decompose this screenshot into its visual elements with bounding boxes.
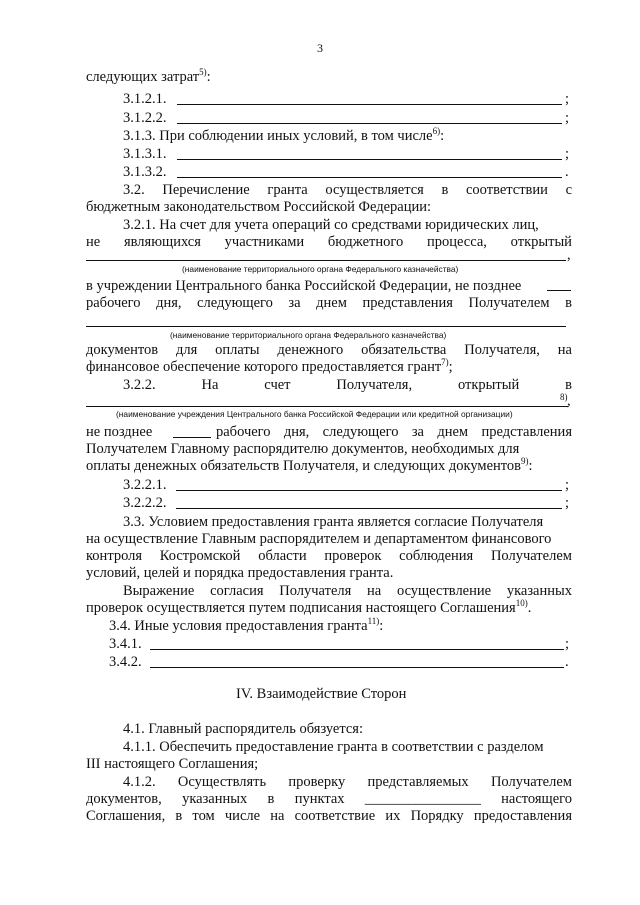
list-item-label: 3.2.2.2. [123,495,167,511]
word: Получателем [490,548,572,564]
paragraph-line [109,618,383,634]
list-item-label: 3.1.3.2. [123,164,167,180]
paragraph-line [86,234,572,250]
word: следующего [197,295,273,311]
word: настоящего [501,791,572,807]
paragraph-line [86,295,572,311]
text: рабочего дня, следующего за днем представления [216,424,572,440]
footnote-ref: 7) [441,357,449,367]
word: процесса, [426,234,487,250]
word: в [267,791,275,807]
paragraph-line: Соглашения, в том числе на соответствие их Порядку предоставления [86,808,572,824]
word: 4.1.2. [123,774,156,790]
word: Получателя, [336,377,413,393]
word: на [557,342,572,358]
word: согласия [210,583,264,599]
paragraph-line [86,458,533,474]
text: : [206,69,211,85]
word: являющихся [123,234,201,250]
text: оплаты денежных обязательств Получателя, и следующих документов [86,458,521,474]
word: Осуществлять [177,774,267,790]
paragraph-line [86,359,453,375]
word: соблюдения [399,548,474,564]
paragraph-line: на осуществление Главным распорядителем и департаментом финансового [86,531,552,547]
paragraph-line [86,600,531,616]
word: участниками [224,234,305,250]
word: не [86,234,101,250]
list-item-label: 3.1.2.1. [123,91,167,107]
text: проверок осуществляется путем подписания настоящего Соглашения [86,600,516,616]
paragraph-line [216,424,572,440]
word: области [258,548,307,564]
word: Костромской [159,548,241,564]
word: дня, [156,295,182,311]
fill-in-line [176,508,562,509]
text: . [527,600,532,616]
word: осуществление [396,583,492,599]
footnote-ref: 11) [367,616,380,626]
text: 3.4. Иные условия предоставления гранта [109,618,368,634]
word: документов, [86,791,162,807]
fill-in-line [173,437,211,438]
word: документов [86,342,159,358]
word: днем [316,295,347,311]
word: в [441,182,449,198]
word: пунктах [294,791,345,807]
word: гранта [267,182,308,198]
punctuation: . [565,654,569,670]
word: Получателем [490,774,572,790]
paragraph-line: 4.1. Главный распорядитель обязуется: [123,721,364,737]
word: на [367,583,382,599]
list-item-label: 3.4.1. [109,636,142,652]
word: контроля [86,548,143,564]
footnote-ref: 9) [521,456,529,466]
paragraph-line: 3.3. Условием предоставления гранта является согласие Получателя [123,514,544,530]
word: с [565,182,572,198]
punctuation: ; [565,110,570,126]
word: рабочего [86,295,141,311]
paragraph-line: Получателем Главному распорядителю документов, необходимых для [86,441,520,457]
fill-in-line [177,159,562,160]
word: открытый [457,377,520,393]
fill-in-line [177,104,562,105]
word: указанных [182,791,248,807]
paragraph-line: в учреждении Центрального банка Российской Федерации, не позднее [86,278,522,294]
word: в [565,377,572,393]
word: представляемых [367,774,469,790]
paragraph-line [86,342,572,358]
punctuation: ; [565,495,570,511]
punctuation: ; [565,636,570,652]
section-heading: IV. Взаимодействие Сторон [236,686,407,702]
paragraph-line [86,424,152,440]
blank-field: ________________ [364,791,481,807]
word: Получателя [279,583,352,599]
fill-in-line [177,177,562,178]
text: следующих затрат [86,69,200,85]
word: бюджетного [327,234,404,250]
footnote-ref: 10) [515,598,528,608]
text: 3.1.3. При соблюдении иных условий, в том числе [123,128,433,144]
word: оплаты [215,342,260,358]
word: осуществляется [325,182,424,198]
fill-in-line [547,290,571,291]
fill-in-line [86,406,568,407]
punctuation: ; [565,91,570,107]
word: Получателем [468,295,550,311]
word: для [176,342,198,358]
word: денежного [277,342,344,358]
paragraph-line: условий, целей и порядка предоставления гранта. [86,565,394,581]
word: 3.2. [123,182,145,198]
paragraph-line: III настоящего Соглашения; [86,756,259,772]
list-item-label: 3.2.2.1. [123,477,167,493]
paragraph-line [86,548,572,564]
word: Получателя, [464,342,540,358]
footnote-ref: 8) [560,392,568,402]
text: финансовое обеспечение которого предоставляется грант [86,359,442,375]
fill-in-line [86,260,566,261]
list-item-label: 3.1.2.2. [123,110,167,126]
paragraph-line [86,69,211,85]
text: ; [448,359,453,375]
word: Выражение [123,583,195,599]
list-item-label: 3.4.2. [109,654,142,670]
word: На [201,377,219,393]
punctuation: , [567,393,571,409]
word: 3.2.2. [123,377,156,393]
word: Перечисление [162,182,250,198]
punctuation: ; [565,146,570,162]
word: представления [362,295,453,311]
fill-in-line [86,326,566,327]
punctuation: . [565,164,569,180]
word: обязательства [361,342,447,358]
paragraph-line [123,377,572,393]
text: : [528,458,533,474]
paragraph-line [123,128,444,144]
text: : [379,618,384,634]
paragraph-line [123,583,572,599]
paragraph-line [123,182,572,198]
paragraph-line: бюджетным законодательством Российской Федерации: [86,199,432,215]
word: за [288,295,301,311]
paragraph-line: 3.2.1. На счет для учета операций со средствами юридических лиц, [123,217,539,233]
punctuation: ; [565,477,570,493]
paragraph-line: 4.1.1. Обеспечить предоставление гранта в соответствии с разделом [123,739,544,755]
fill-in-line [150,667,564,668]
text: не позднее [86,424,153,440]
paragraph-line [86,791,572,807]
word: открытый [510,234,572,250]
word: проверок [324,548,382,564]
footnote-ref: 5) [199,67,207,77]
fill-in-line [177,123,562,124]
word: соответствии [465,182,548,198]
fill-in-line [150,649,564,650]
field-caption: (наименование учреждения Центрального банка Российской Федерации или кредитной организации) [116,409,513,419]
punctuation: , [567,247,571,263]
field-caption: (наименование территориального органа Федерального казначейства) [182,264,459,274]
field-caption: (наименование территориального органа Федерального казначейства) [170,330,447,340]
page-number: 3 [317,41,323,55]
fill-in-line [176,490,562,491]
footnote-ref: 6) [432,126,441,136]
text: : [440,128,445,144]
word: в [565,295,572,311]
word: проверку [288,774,346,790]
paragraph-line [123,774,572,790]
word: указанных [506,583,572,599]
word: счет [264,377,291,393]
list-item-label: 3.1.3.1. [123,146,167,162]
